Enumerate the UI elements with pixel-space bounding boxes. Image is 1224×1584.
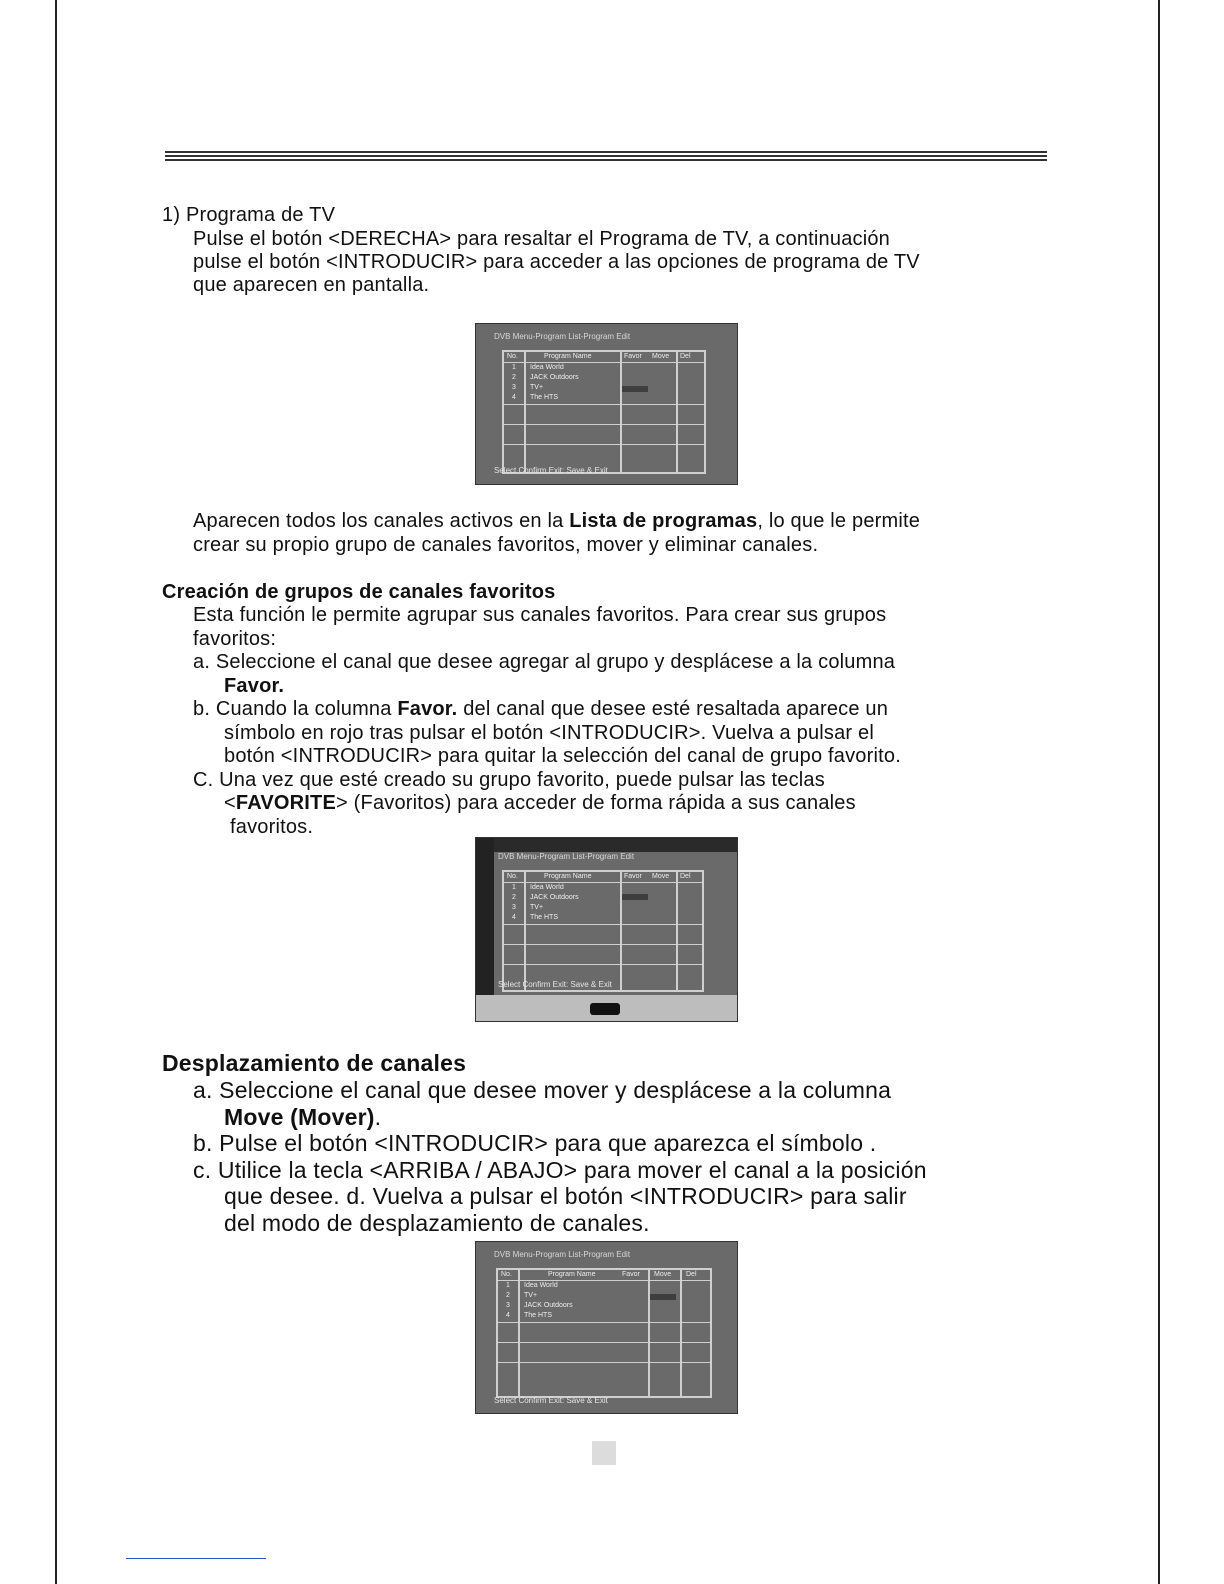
tv-screen-program-list-1 [475,323,738,485]
table-cell: JACK Outdoors [524,1302,573,1309]
table-cell: 2 [506,1292,510,1299]
list-item-b: b. Pulse el botón <INTRODUCIR> para que aparezca el símbolo . [193,1130,877,1156]
highlight-cell [622,386,648,392]
table-cell: Idea World [530,884,564,891]
table-header: Del [686,1271,697,1278]
list-item-c-line3: favoritos. [230,816,314,838]
table-cell: TV+ [530,904,544,911]
table-cell: The HTS [530,394,559,401]
paragraph-line: Esta función le permite agrupar sus canales favoritos. Para crear sus grupos [193,604,887,626]
header-rule [165,151,1047,161]
list-item-c-line3: del modo de desplazamiento de canales. [224,1210,650,1236]
table-header: Program Name [548,1271,596,1278]
paragraph-line: Pulse el botón <DERECHA> para resaltar el Programa de TV, a continuación [193,228,891,250]
screen-title: DVB Menu-Program List-Program Edit [498,852,635,861]
table-cell: 4 [512,914,516,921]
table-cell: 2 [512,374,516,381]
table-cell: 4 [506,1312,510,1319]
screen-footer: Select Confirm Exit: Save & Exit [498,980,612,989]
screen-side-strip [476,838,494,1021]
paragraph-line: favoritos: [193,628,277,650]
table-header: Del [680,353,691,360]
program-table [496,1268,712,1398]
footnote-rule [126,1558,266,1559]
screen-top-strip [476,838,737,852]
list-item-a-bold: Favor. [224,675,285,697]
table-header: Del [680,873,691,880]
screen-title: DVB Menu-Program List-Program Edit [494,332,631,341]
table-cell: The HTS [524,1312,553,1319]
table-cell: 3 [512,384,516,391]
list-item-b: b. Cuando la columna Favor. del canal que desee esté resaltada aparece un [193,698,889,720]
page-number-box [592,1441,616,1465]
list-item-c-line2: <FAVORITE> (Favoritos) para acceder de forma rápida a sus canales [224,792,856,814]
table-cell: The HTS [530,914,559,921]
table-header: No. [501,1271,512,1278]
table-cell: 2 [512,894,516,901]
screen-footer: Select Confirm Exit: Save & Exit [494,1396,608,1405]
table-cell: Idea World [530,364,564,371]
highlight-cell [622,894,648,900]
table-header: No. [507,353,518,360]
paragraph-line: Aparecen todos los canales activos en la Lista de programas, lo que le permite [193,510,921,532]
table-cell: TV+ [530,384,544,391]
tv-screen-program-list-3 [475,1241,738,1414]
table-cell: 3 [512,904,516,911]
table-cell: 3 [506,1302,510,1309]
tv-screen-program-list-2 [475,837,738,1022]
page-border-right [1158,0,1160,1584]
table-header: Favor [622,1271,640,1278]
table-cell: JACK Outdoors [530,894,579,901]
list-item-c-line2: que desee. d. Vuelva a pulsar el botón <INTRODUCIR> para salir [224,1183,907,1209]
list-item-c: C. Una vez que esté creado su grupo favorito, puede pulsar las teclas [193,769,825,791]
table-cell: 1 [506,1282,510,1289]
list-item-a: a. Seleccione el canal que desee agregar al grupo y desplácese a la columna [193,651,896,673]
table-header: Move [654,1271,672,1278]
table-header: No. [507,873,518,880]
table-cell: Idea World [524,1282,558,1289]
table-header: Move [652,873,670,880]
paragraph-line: pulse el botón <INTRODUCIR> para acceder a las opciones de programa de TV [193,251,920,273]
program-table [502,350,706,474]
paragraph-line: crear su propio grupo de canales favoritos, mover y eliminar canales. [193,534,819,556]
table-header: Favor [624,353,642,360]
table-cell: JACK Outdoors [530,374,579,381]
table-cell: 1 [512,884,516,891]
table-header: Favor [624,873,642,880]
highlight-cell [650,1294,676,1300]
table-cell: 4 [512,394,516,401]
page-border-left [55,0,57,1584]
paragraph-line: que aparecen en pantalla. [193,274,430,296]
section-heading-tv-program: 1) Programa de TV [162,204,336,226]
list-item-a: a. Seleccione el canal que desee mover y desplácese a la columna [193,1077,892,1103]
screen-title: DVB Menu-Program List-Program Edit [494,1250,631,1259]
table-header: Program Name [544,873,592,880]
list-item-b-line2: símbolo en rojo tras pulsar el botón <INTRODUCIR>. Vuelva a pulsar el [224,722,875,744]
program-table [502,870,704,992]
list-item-c: c. Utilice la tecla <ARRIBA / ABAJO> para mover el canal a la posición [193,1157,927,1183]
table-cell: TV+ [524,1292,538,1299]
list-item-b-line3: botón <INTRODUCIR> para quitar la selección del canal de grupo favorito. [224,745,901,767]
section-heading-moving: Desplazamiento de canales [162,1050,467,1076]
section-heading-favorites: Creación de grupos de canales favoritos [162,581,556,603]
remote-device-image [590,1003,620,1015]
table-header: Program Name [544,353,592,360]
table-header: Move [652,353,670,360]
table-cell: 1 [512,364,516,371]
screen-footer: Select Confirm Exit: Save & Exit [494,466,608,475]
list-item-a-bold: Move (Mover). [224,1104,382,1130]
